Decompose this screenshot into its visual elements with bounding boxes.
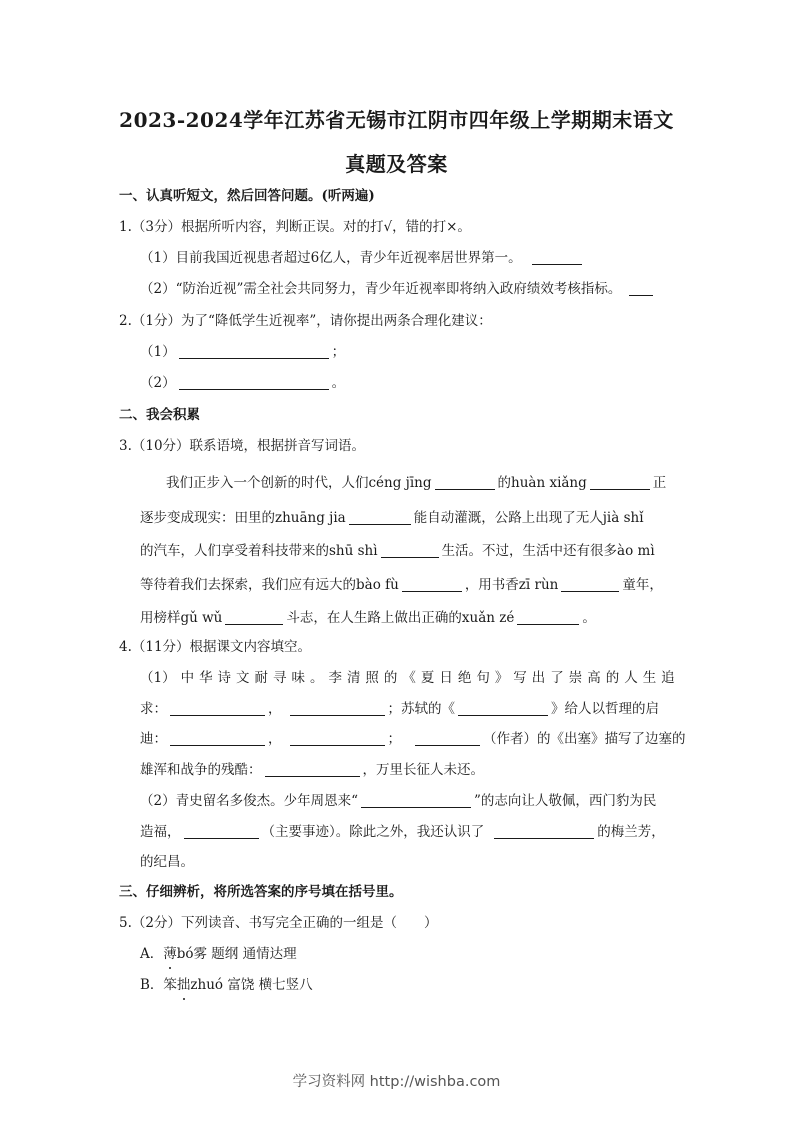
question-4-part-2-line-2: 造福， （主要事迹）。除此之外，我还认识了 的梅兰芳，: [140, 824, 665, 840]
answer-blank[interactable]: [435, 475, 495, 490]
answer-blank[interactable]: [494, 824, 594, 839]
answer-blank[interactable]: [265, 762, 360, 777]
answer-blank[interactable]: [590, 475, 650, 490]
question-3-stem: 3.（10分）联系语境，根据拼音写词语。: [119, 438, 366, 454]
section-1-heading: 一、认真听短文，然后回答问题。(听两遍): [119, 188, 375, 204]
page-title-line-2: 真题及答案: [345, 152, 448, 176]
answer-blank[interactable]: [290, 701, 385, 716]
question-5-option-a[interactable]: A．薄bó雾 题纲 通情达理: [140, 946, 297, 962]
question-1-stem: 1.（3分）根据所听内容，判断正误。对的打√，错的打×。: [119, 219, 471, 235]
section-3-heading: 三、仔细辨析，将所选答案的序号填在括号里。: [119, 884, 403, 900]
answer-blank[interactable]: [517, 610, 579, 625]
question-4-stem: 4.（11分）根据课文内容填空。: [119, 639, 312, 655]
section-2-heading: 二、我会积累: [119, 407, 200, 423]
question-3-passage-line-1: 我们正步入一个创新的时代，人们céng jīng 的huàn xiǎng 正: [166, 475, 667, 491]
emphasis-dot-char: 薄: [163, 946, 177, 962]
answer-blank[interactable]: [184, 824, 259, 839]
question-4-part-1-line-4: 雄浑和战争的残酷： ，万里长征人未还。: [140, 762, 484, 778]
question-3-passage-line-5: 用榜样gǔ wǔ 斗志，在人生路上做出正确的xuǎn zé 。: [140, 610, 596, 626]
answer-blank[interactable]: [458, 701, 548, 716]
question-5-option-b[interactable]: B．笨拙zhuó 富饶 横七竖八: [140, 977, 313, 993]
answer-blank[interactable]: [290, 731, 385, 746]
answer-blank[interactable]: [179, 375, 329, 390]
question-1-statement-2: （2）“防治近视”需全社会共同努力，青少年近视率即将纳入政府绩效考核指标。: [140, 279, 656, 299]
footer-watermark: 学习资料网 http://wishba.com: [292, 1074, 501, 1090]
answer-blank[interactable]: [170, 731, 265, 746]
answer-blank[interactable]: [629, 281, 653, 296]
question-3-passage-line-4: 等待着我们去探索，我们应有远大的bào fù ，用书香zī rùn 童年，: [140, 577, 663, 593]
question-4-part-1-line-1: （1） 中 华 诗 文 耐 寻 味 。 李 清 照 的 《 夏 日 绝 句 》 写 出 了 崇 高 的 人 生 追: [140, 670, 675, 686]
answer-blank[interactable]: [170, 701, 265, 716]
question-2-answer-2: （2） 。: [140, 375, 346, 391]
answer-blank[interactable]: [381, 543, 439, 558]
question-4-part-2-line-1: （2）青史留名多俊杰。少年周恩来“ ”的志向让人敬佩，西门豹为民: [140, 793, 657, 809]
answer-blank[interactable]: [532, 250, 582, 265]
question-4-part-1-line-3: 迪： ， ； （作者）的《出塞》描写了边塞的: [140, 731, 686, 747]
question-3-passage-line-2: 逐步变成现实：田里的zhuāng jia 能自动灌溉，公路上出现了无人jià shǐ: [140, 510, 644, 526]
question-2-stem: 2.（1分）为了“降低学生近视率”，请你提出两条合理化建议：: [119, 313, 492, 329]
question-5-stem: 5.（2分）下列读音、书写完全正确的一组是（ ）: [119, 915, 438, 931]
question-4-part-1-line-2: 求： ， ；苏轼的《 》给人以哲理的启: [140, 701, 659, 717]
answer-blank[interactable]: [349, 510, 411, 525]
question-3-passage-line-3: 的汽车，人们享受着科技带来的shū shì 生活。不过，生活中还有很多ào mì: [140, 543, 655, 559]
answer-blank[interactable]: [402, 577, 462, 592]
answer-blank[interactable]: [415, 731, 480, 746]
answer-blank[interactable]: [225, 610, 283, 625]
answer-blank[interactable]: [561, 577, 619, 592]
question-1-statement-1: （1）目前我国近视患者超过6亿人，青少年近视率居世界第一。: [140, 248, 585, 268]
question-2-answer-1: （1） ；: [140, 344, 346, 360]
page-title-line-1: 2023-2024学年江苏省无锡市江阴市四年级上学期期末语文: [119, 108, 674, 132]
question-4-part-2-line-3: 的纪昌。: [140, 854, 194, 870]
answer-blank[interactable]: [361, 793, 471, 808]
emphasis-dot-char: 拙: [176, 977, 191, 993]
answer-blank[interactable]: [179, 344, 329, 359]
